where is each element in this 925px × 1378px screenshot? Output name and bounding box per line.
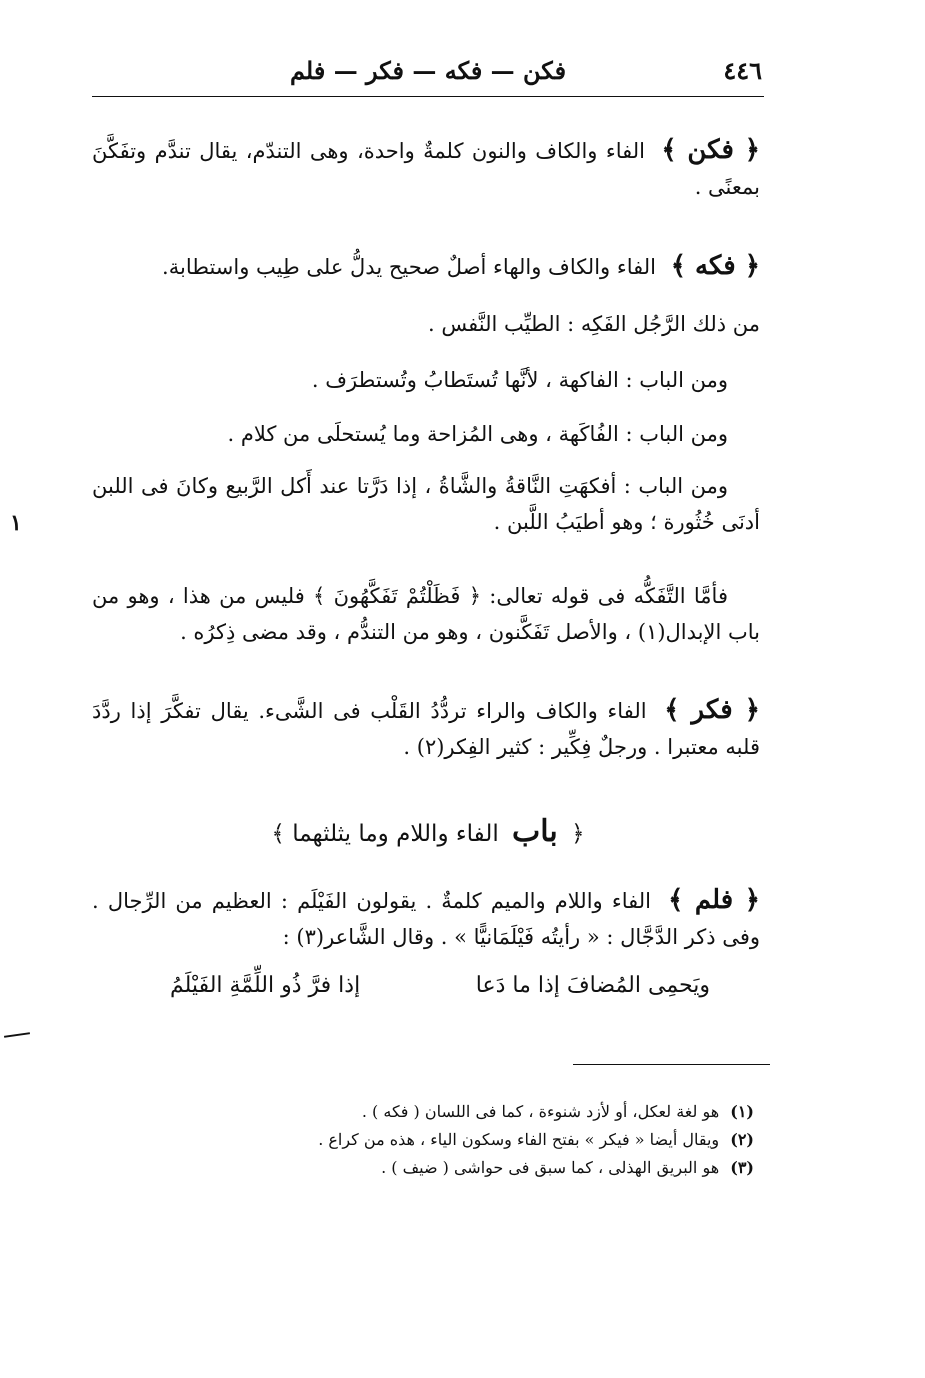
paragraph-text: فأمَّا التَّفَكُّه فى قوله تعالى: ﴿ فَظَلْتُمْ تَفَكَّهُونَ ﴾ فليس من هذا ، وهو من باب الإبدال(١) ، والأصل تَفَكَّنون ، وهو من التندُّم ، وقد مضى ذِكرُه .: [92, 584, 760, 644]
footnote: [240, 1098, 754, 1126]
paragraph: [92, 306, 760, 342]
footnote-rule: [573, 1064, 770, 1065]
paragraph-text: ومن الباب : الفُاكَهة ، وهى المُزاحة وما يُستحلَى من كلام .: [227, 422, 728, 446]
footnote-number: (١): [730, 1102, 754, 1121]
header-rule: [92, 96, 764, 97]
verse-hemistich-2: إذا فرَّ ذُو اللِّمَّةِ الفَيْلَمُ: [170, 973, 361, 998]
entry-heading: ﴿ فكر ﴾: [664, 695, 760, 725]
footnote-text: هو لغة لعكل، أو لأزد شنوءة ، كما فى اللسان ( فكه ) .: [361, 1102, 720, 1121]
section-title: الفاء واللام وما يثلثهما: [292, 821, 499, 847]
footnote-text: هو البريق الهذلى ، كما سبق فى حواشى ( ضيف ) .: [381, 1158, 720, 1177]
footnote: [240, 1154, 754, 1182]
section-heading: [92, 812, 764, 854]
paragraph: [92, 578, 760, 650]
entry-fakan: [92, 132, 760, 205]
section-bracket-close: ﴾: [271, 821, 285, 847]
page-number: ٤٤٦: [723, 56, 762, 85]
footnote-number: (٢): [730, 1130, 754, 1149]
footnotes: [240, 1098, 754, 1182]
entry-heading: ﴿ فكه ﴾: [670, 251, 760, 281]
entry-heading: ﴿ فلم ﴾: [668, 885, 760, 915]
entry-text: الفاء والكاف والنون كلمةٌ واحدة، وهى التندّم، يقال تندَّم وتفَكَّنَ بمعنًى .: [92, 139, 760, 199]
running-title: فكن — فكه — فكر — فلم: [289, 56, 567, 85]
page-header: [92, 50, 764, 90]
paragraph-text: من ذلك الرَّجُل الفَكِه : الطيِّب النَّفس .: [428, 312, 760, 336]
paragraph-text: ومن الباب : أفكهَتِ النَّاقةُ والشَّاةُ ، إذا دَرَّتا عند أَكل الرَّبيع وكانَ فى اللبن أدنَى خُثُورة ؛ وهو أطيَبُ اللَّبن .: [92, 474, 760, 534]
margin-dash-mark: [4, 1032, 30, 1038]
section-bab-label: باب: [512, 814, 558, 849]
paragraph: [92, 362, 760, 398]
entry-text: الفاء والكاف والراء تردُّدُ القَلْب فى الشَّىء. يقال تفكَّرَ إذا ردَّدَ قلبه معتبرا . ورجلٌ فِكِّير : كثير الفِكر(٢) .: [92, 699, 760, 759]
entry-fakih: [92, 248, 760, 285]
footnote: [240, 1126, 754, 1154]
footnote-number: (٣): [730, 1158, 754, 1177]
margin-mark: ١: [10, 510, 22, 536]
entry-fakar: [92, 692, 760, 765]
footnote-text: ويقال أيضا « فيكر » بفتح الفاء وسكون الياء ، هذه من كراع .: [318, 1130, 720, 1149]
poetry-verse: [170, 966, 710, 1006]
paragraph: [92, 468, 760, 540]
paragraph: [92, 416, 760, 452]
paragraph-text: ومن الباب : الفاكهة ، لأنَّها تُستَطابُ وتُستطرَف .: [311, 368, 728, 392]
entry-text: الفاء واللام والميم كلمةٌ . يقولون الفَيْلَم : العظيم من الرِّجال . وفى ذكر الدَّجَّال : « رأيتُه فَيْلَمَانيًّا » . وقال الشَّاعر(٣) :: [92, 889, 760, 949]
section-bracket-open: ﴿: [571, 821, 585, 847]
verse-hemistich-1: ويَحمِى المُضافَ إذا ما دَعا: [475, 973, 710, 998]
entry-heading: ﴿ فكن ﴾: [661, 135, 760, 165]
entry-text: الفاء والكاف والهاء أصلٌ صحيح يدلُّ على طِيب واستطابة.: [162, 255, 656, 279]
entry-falam: [92, 882, 760, 955]
